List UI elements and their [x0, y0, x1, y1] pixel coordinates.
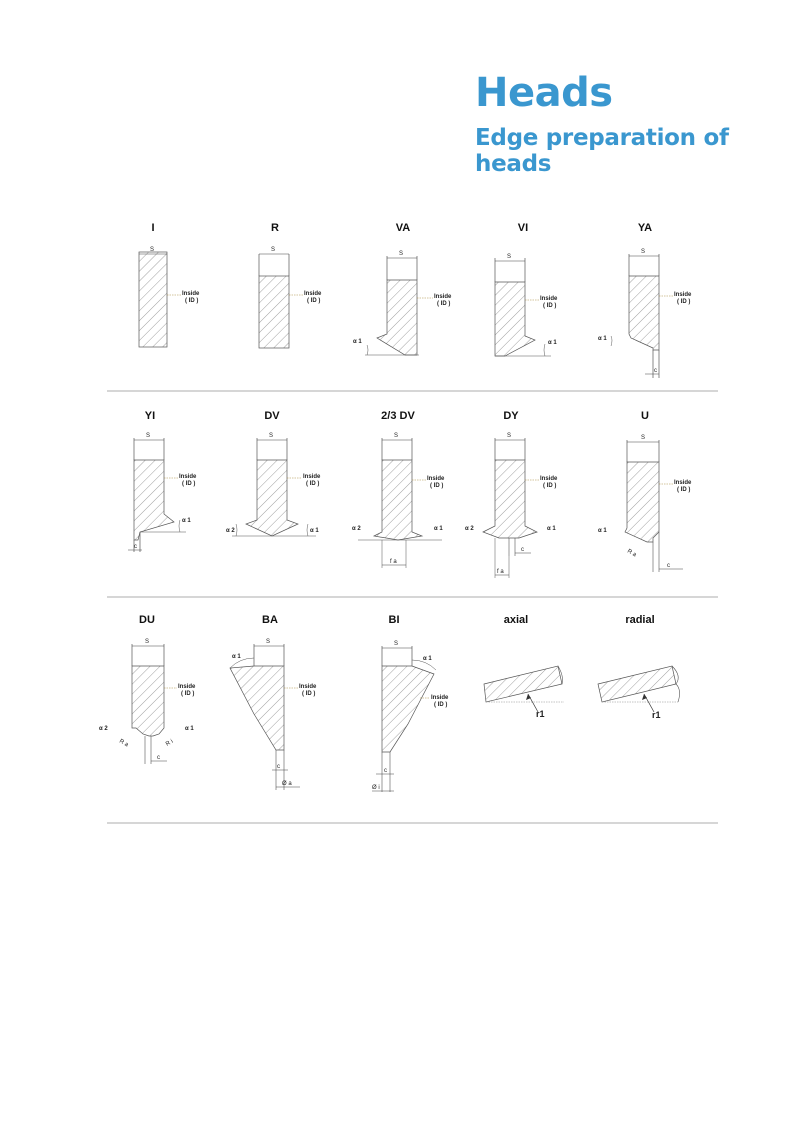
inside-label: Inside: [431, 695, 449, 701]
alpha2-label: α 2: [99, 726, 108, 732]
weld-prep-VI-diagram: [461, 240, 585, 402]
inside-label: Inside: [182, 291, 200, 297]
dim-c: c: [667, 563, 670, 569]
dim-s: S: [507, 254, 512, 260]
alpha1-label: α 1: [598, 528, 607, 534]
page-title: Heads: [475, 70, 613, 116]
weld-prep-BI: [332, 614, 456, 794]
dim-c: c: [277, 764, 280, 770]
id-label: ( ID ): [434, 702, 448, 708]
dim-s: S: [399, 251, 404, 257]
weld-prep-label: DU: [139, 614, 155, 626]
id-label: ( ID ): [185, 298, 199, 304]
weld-prep-YI-diagram: [88, 428, 212, 590]
dim-phi-i: Ø i: [372, 785, 380, 791]
weld-prep-2-3-DV-diagram: [336, 428, 460, 590]
alpha1-label: α 1: [185, 726, 194, 732]
id-label: ( ID ): [437, 301, 451, 307]
inside-label: Inside: [674, 292, 692, 298]
id-label: ( ID ): [182, 481, 196, 487]
weld-prep-YI: [88, 410, 212, 590]
weld-prep-I: [91, 222, 215, 402]
id-label: ( ID ): [543, 483, 557, 489]
dim-c: c: [157, 755, 160, 761]
alpha1-label: α 1: [182, 518, 191, 524]
weld-prep-radial-diagram: [578, 632, 702, 794]
dim-s: S: [394, 433, 399, 439]
weld-prep-label: YA: [637, 222, 653, 234]
weld-prep-label: DY: [503, 410, 519, 422]
weld-prep-label: axial: [503, 614, 529, 626]
weld-prep-label: VA: [395, 222, 411, 234]
alpha2-label: α 2: [226, 528, 235, 534]
id-label: ( ID ): [302, 691, 316, 697]
dim-s: S: [150, 247, 155, 253]
id-label: ( ID ): [543, 303, 557, 309]
weld-prep-U-diagram: [583, 428, 707, 590]
weld-prep-VA-diagram: [341, 240, 465, 402]
alpha2-label: α 2: [465, 526, 474, 532]
inside-label: Inside: [178, 684, 196, 690]
id-label: ( ID ): [677, 487, 691, 493]
dim-ra: R a: [626, 548, 638, 559]
inside-label: Inside: [540, 476, 558, 482]
dim-fa: f a: [497, 569, 504, 575]
weld-prep-R: [213, 222, 337, 402]
inside-label: Inside: [540, 296, 558, 302]
weld-prep-R-diagram: [213, 240, 337, 402]
dim-r1: r1: [652, 710, 661, 720]
dim-s: S: [394, 641, 399, 647]
alpha1-label: α 1: [598, 336, 607, 342]
weld-prep-label: U: [641, 410, 649, 422]
weld-prep-YA: [583, 222, 707, 402]
weld-prep-label: YI: [144, 410, 156, 422]
divider: [107, 390, 718, 392]
id-label: ( ID ): [430, 483, 444, 489]
inside-label: Inside: [299, 684, 317, 690]
weld-prep-YA-diagram: [583, 240, 707, 402]
weld-prep-label: BI: [388, 614, 400, 626]
alpha1-label: α 1: [434, 526, 443, 532]
dim-c: c: [134, 544, 137, 550]
weld-prep-2-3-DV: [336, 410, 460, 590]
weld-prep-BI-diagram: [332, 632, 456, 794]
dim-s: S: [271, 247, 276, 253]
weld-prep-label: BA: [262, 614, 278, 626]
dim-s: S: [507, 433, 512, 439]
weld-prep-BA: [208, 614, 332, 794]
alpha2-label: α 2: [352, 526, 361, 532]
dim-s: S: [269, 433, 274, 439]
weld-prep-DV-diagram: [210, 428, 334, 590]
inside-label: Inside: [303, 474, 321, 480]
dim-c: c: [654, 368, 657, 374]
weld-prep-I-diagram: [91, 240, 215, 402]
weld-prep-label: VI: [517, 222, 529, 234]
weld-prep-DU-diagram: [85, 632, 209, 794]
id-label: ( ID ): [306, 481, 320, 487]
dim-phi-a: Ø a: [282, 781, 292, 787]
weld-prep-axial: [454, 614, 578, 794]
inside-label: Inside: [427, 476, 445, 482]
dim-s: S: [145, 639, 150, 645]
alpha1-label: α 1: [547, 526, 556, 532]
weld-prep-DY-diagram: [449, 428, 573, 590]
page-subtitle: Edge preparation of heads: [475, 125, 729, 177]
divider: [107, 596, 718, 598]
divider: [107, 822, 718, 824]
dim-ri: R i: [165, 738, 175, 748]
dim-s: S: [641, 435, 646, 441]
weld-prep-axial-diagram: [454, 632, 578, 794]
weld-prep-BA-diagram: [208, 632, 332, 794]
dim-s: S: [266, 639, 271, 645]
weld-prep-label: I: [151, 222, 155, 234]
id-label: ( ID ): [181, 691, 195, 697]
weld-prep-label: R: [271, 222, 279, 234]
dim-s: S: [146, 433, 151, 439]
weld-prep-DU: [85, 614, 209, 794]
id-label: ( ID ): [307, 298, 321, 304]
weld-prep-label: radial: [625, 614, 655, 626]
inside-label: Inside: [434, 294, 452, 300]
weld-prep-label: 2/3 DV: [381, 410, 415, 422]
alpha1-label: α 1: [548, 340, 557, 346]
dim-c: c: [521, 547, 524, 553]
inside-label: Inside: [304, 291, 322, 297]
weld-prep-U: [583, 410, 707, 590]
inside-label: Inside: [674, 480, 692, 486]
dim-s: S: [641, 249, 646, 255]
dim-fa: f a: [390, 559, 397, 565]
alpha1-label: α 1: [423, 656, 432, 662]
weld-prep-DV: [210, 410, 334, 590]
weld-prep-VI: [461, 222, 585, 402]
weld-prep-radial: [578, 614, 702, 794]
alpha1-label: α 1: [310, 528, 319, 534]
dim-c: c: [384, 768, 387, 774]
weld-prep-VA: [341, 222, 465, 402]
alpha1-label: α 1: [353, 339, 362, 345]
weld-prep-DY: [449, 410, 573, 590]
alpha1-label: α 1: [232, 654, 241, 660]
dim-r1: r1: [536, 709, 545, 719]
id-label: ( ID ): [677, 299, 691, 305]
dim-ra: R a: [118, 738, 130, 749]
weld-prep-label: DV: [264, 410, 280, 422]
inside-label: Inside: [179, 474, 197, 480]
